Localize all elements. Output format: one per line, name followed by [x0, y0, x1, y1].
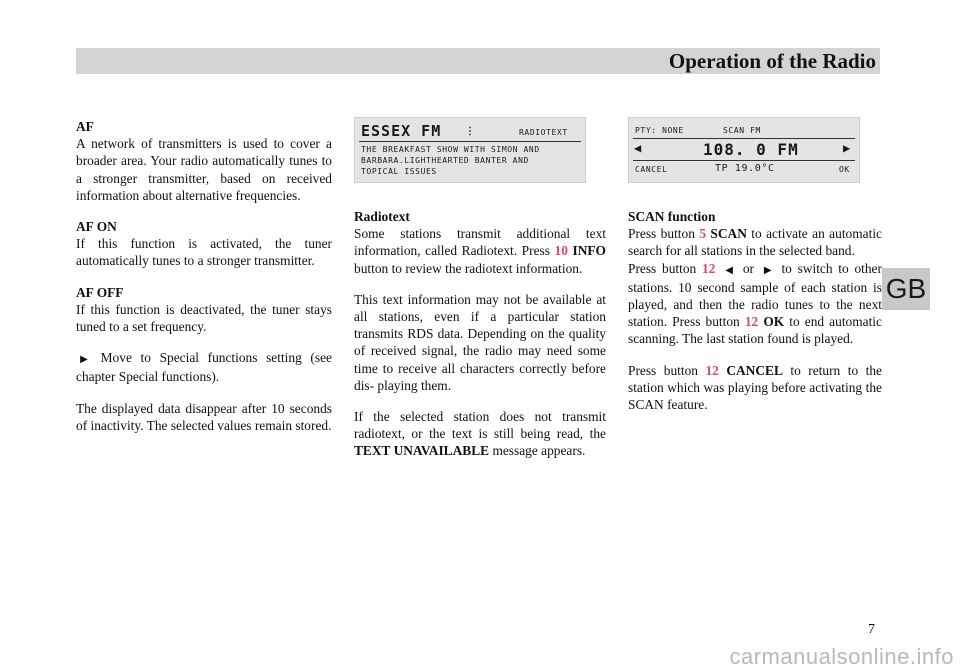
ok-label: OK	[839, 165, 850, 174]
cancel-key: CANCEL	[726, 362, 783, 378]
button-number: 12	[705, 362, 719, 378]
radiotext-heading: Radiotext	[354, 209, 410, 224]
tp-temperature: TP 19.0°C	[715, 163, 775, 174]
display-divider-bottom	[633, 160, 855, 161]
station-name: ESSEX FM	[361, 122, 442, 140]
or-text: or	[742, 260, 754, 276]
radiotext-line-2: BARBARA.LIGHTHEARTED BANTER AND	[361, 156, 529, 165]
scan-label: SCAN FM	[723, 126, 761, 135]
af-text: A network of transmitters is used to cover a broader area. Your radio automatically tunes to a stronger transmitter, based on received information about alternative frequencies.	[76, 136, 332, 203]
af-off-heading: AF OFF	[76, 284, 124, 300]
left-arrow-icon: ◀	[634, 141, 643, 155]
button-number: 10	[554, 243, 568, 259]
scan-column	[628, 208, 882, 427]
scan-p3-b: to return to the station which was playing before activating the SCAN feature.	[628, 362, 882, 413]
page-number: 7	[868, 622, 875, 637]
timeout-text: The displayed data disappear after 10 seconds of inactivity. The selected values remain stored.	[76, 400, 332, 433]
button-number: 12	[744, 314, 759, 330]
ok-key: OK	[763, 314, 785, 330]
move-text: Move to Special functions setting (see chapter Special functions).	[76, 350, 332, 385]
button-number: 5	[699, 226, 707, 242]
af-off-text: If this function is deactivated, the tuner stays tuned to a set frequency.	[76, 301, 332, 335]
text-unavailable-key: TEXT UNAVAILABLE	[354, 443, 490, 459]
radiotext-line-1: THE BREAKFAST SHOW WITH SIMON AND	[361, 145, 540, 154]
radiotext-p3-a: If the selected station does not transmit radiotext, or the text is still being read, the	[354, 409, 606, 442]
af-on-heading: AF ON	[76, 219, 117, 235]
button-number: 12	[701, 260, 716, 276]
af-on-text: If this function is activated, the tuner automatically tunes to a stronger transmitter.	[76, 236, 332, 269]
display-divider-top	[633, 138, 855, 139]
frequency: 108. 0 FM	[703, 140, 799, 159]
signal-icon: ⋮	[465, 126, 476, 137]
scan-p2-c: to end automatic scanning. The last station found is played.	[628, 314, 882, 347]
scan-display	[628, 117, 860, 183]
radiotext-column	[354, 208, 606, 474]
pty-label: PTY: NONE	[635, 126, 684, 135]
radiotext-label: RADIOTEXT	[519, 128, 568, 137]
right-arrow-icon: ▶	[763, 264, 772, 276]
af-column	[76, 118, 332, 448]
right-arrow-icon: ▶	[80, 354, 88, 366]
scan-key: SCAN	[710, 226, 747, 242]
radiotext-p1-b: button to review the radiotext information.	[354, 260, 583, 276]
left-arrow-icon: ◀	[725, 264, 733, 276]
radiotext-p2: This text information may not be available at all stations, even if a particular station transmits RDS data. Depending on the quality of received signal, the radio may need some time to receive all characters correctly before dis- playing them.	[354, 291, 606, 393]
header-bar	[76, 48, 880, 74]
radiotext-display	[354, 117, 586, 183]
af-heading: AF	[76, 119, 94, 134]
scan-p2-a: Press button	[628, 260, 697, 276]
right-arrow-icon: ▶	[843, 141, 852, 155]
language-tab: GB	[882, 268, 930, 310]
scan-p1-a: Press button	[628, 226, 695, 242]
scan-p3-a: Press button	[628, 362, 698, 378]
radiotext-p1-a: Some stations transmit additional text information, called Radiotext. Press	[354, 226, 606, 259]
scan-p2-b: to switch to other stations. 10 second sample of each station is played, and then the radio tunes to the next station. Press button	[628, 260, 882, 330]
radiotext-line-3: TOPICAL ISSUES	[361, 167, 437, 176]
watermark: carmanualsonline.info	[729, 644, 954, 669]
info-key: INFO	[572, 243, 606, 259]
radiotext-p3-b: message appears.	[492, 443, 586, 459]
display-divider	[359, 141, 581, 142]
scan-heading: SCAN function	[628, 209, 716, 224]
scan-p1-b: to activate an automatic search for all stations in the selected band.	[628, 226, 882, 259]
cancel-label: CANCEL	[635, 165, 668, 174]
page-title: Operation of the Radio	[668, 49, 876, 73]
